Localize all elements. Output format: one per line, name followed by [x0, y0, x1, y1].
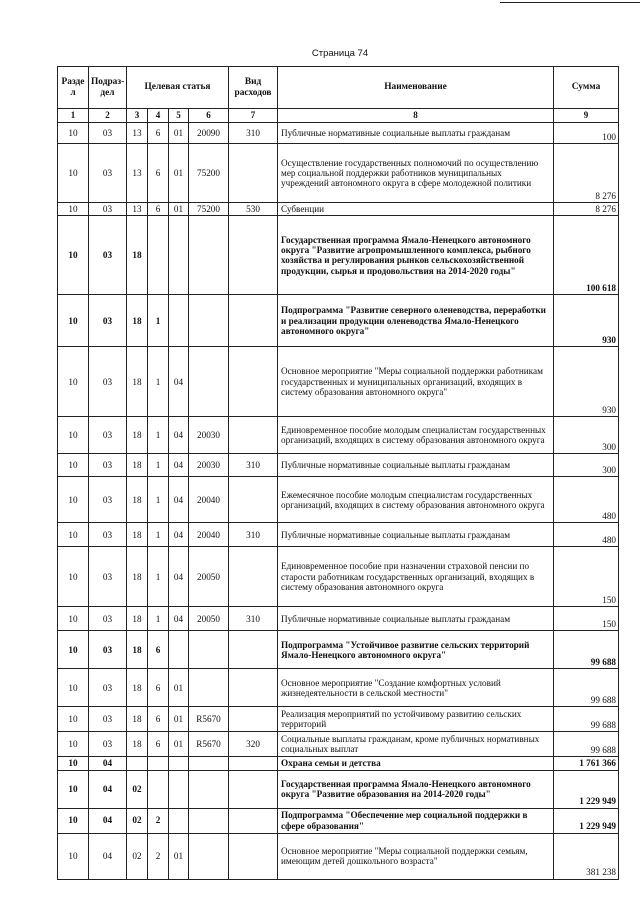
code-cell-c1: 10 [58, 631, 89, 669]
name-cell: Публичные нормативные социальные выплаты гражданам [278, 523, 554, 547]
code-cell-c4: 1 [148, 295, 169, 347]
code-cell-c7: 320 [229, 732, 278, 757]
code-cell-c3: 18 [127, 347, 148, 417]
code-cell-c5: 04 [169, 417, 189, 454]
code-cell-c3: 13 [127, 203, 148, 216]
sum-cell: 480 [554, 523, 619, 547]
header-razdel: Разде л [58, 67, 89, 109]
code-cell-c3: 02 [127, 770, 148, 808]
table-row [58, 417, 619, 454]
sum-cell: 300 [554, 454, 619, 477]
name-cell: Публичные нормативные социальные выплаты гражданам [278, 454, 554, 477]
sum-cell: 100 618 [554, 216, 619, 295]
code-cell-c1: 10 [58, 144, 89, 203]
code-cell-c7 [229, 757, 278, 770]
name-cell: Единовременное пособие молодым специалистам государственных организаций, входящих в систему образования автономного округа [278, 417, 554, 454]
table-row [58, 631, 619, 669]
code-cell-c4: 2 [148, 833, 169, 879]
table-row [58, 477, 619, 523]
code-cell-c1: 10 [58, 770, 89, 808]
code-cell-c6: 20030 [189, 417, 229, 454]
sum-cell: 300 [554, 417, 619, 454]
sum-cell: 150 [554, 607, 619, 631]
name-cell: Публичные нормативные социальные выплаты гражданам [278, 607, 554, 631]
code-cell-c5: 01 [169, 707, 189, 732]
code-cell-c5 [169, 757, 189, 770]
code-cell-c6: 20040 [189, 477, 229, 523]
table-row [58, 144, 619, 203]
colnum: 4 [148, 109, 169, 123]
table-row [58, 547, 619, 607]
code-cell-c1: 10 [58, 707, 89, 732]
code-cell-c4: 1 [148, 607, 169, 631]
code-cell-c6: 20050 [189, 607, 229, 631]
table-row [58, 295, 619, 347]
code-cell-c6 [189, 216, 229, 295]
budget-table [57, 66, 619, 880]
code-cell-c5 [169, 770, 189, 808]
sum-cell: 99 688 [554, 707, 619, 732]
code-cell-c3: 18 [127, 295, 148, 347]
code-cell-c6: 20090 [189, 123, 229, 144]
sum-cell: 8 276 [554, 144, 619, 203]
code-cell-c2: 03 [89, 631, 127, 669]
code-cell-c2: 03 [89, 144, 127, 203]
code-cell-c7 [229, 808, 278, 833]
code-cell-c7: 530 [229, 203, 278, 216]
code-cell-c6 [189, 757, 229, 770]
code-cell-c7 [229, 833, 278, 879]
code-cell-c3: 02 [127, 833, 148, 879]
code-cell-c2: 03 [89, 707, 127, 732]
colnum: 7 [229, 109, 278, 123]
sum-cell: 480 [554, 477, 619, 523]
code-cell-c5: 01 [169, 144, 189, 203]
table-row [58, 607, 619, 631]
code-cell-c6: 20050 [189, 547, 229, 607]
code-cell-c5: 01 [169, 123, 189, 144]
code-cell-c2: 03 [89, 203, 127, 216]
code-cell-c1: 10 [58, 123, 89, 144]
code-cell-c4 [148, 770, 169, 808]
code-cell-c3: 13 [127, 144, 148, 203]
code-cell-c6 [189, 347, 229, 417]
code-cell-c7 [229, 477, 278, 523]
code-cell-c2: 03 [89, 607, 127, 631]
code-cell-c3: 13 [127, 123, 148, 144]
code-cell-c6 [189, 833, 229, 879]
colnum: 9 [554, 109, 619, 123]
code-cell-c5 [169, 216, 189, 295]
header-celevaya: Целевая статья [127, 67, 229, 109]
code-cell-c1: 10 [58, 347, 89, 417]
code-cell-c4: 2 [148, 808, 169, 833]
header-vid: Вид расходов [229, 67, 278, 109]
code-cell-c7: 310 [229, 454, 278, 477]
table-row [58, 833, 619, 879]
code-cell-c7 [229, 547, 278, 607]
code-cell-c1: 10 [58, 417, 89, 454]
code-cell-c7 [229, 770, 278, 808]
sum-cell: 100 [554, 123, 619, 144]
code-cell-c1: 10 [58, 607, 89, 631]
sum-cell: 1 229 949 [554, 770, 619, 808]
name-cell: Основное мероприятие "Меры социальной поддержки семьям, имеющим детей дошкольного возраста" [278, 833, 554, 879]
code-cell-c4: 1 [148, 454, 169, 477]
colnum: 6 [189, 109, 229, 123]
name-cell: Основное мероприятие "Создание комфортных условий жизнедеятельности в сельской местности" [278, 669, 554, 707]
code-cell-c5: 04 [169, 523, 189, 547]
code-cell-c6 [189, 295, 229, 347]
colnum: 3 [127, 109, 148, 123]
code-cell-c2: 03 [89, 547, 127, 607]
code-cell-c5: 04 [169, 477, 189, 523]
code-cell-c2: 04 [89, 770, 127, 808]
code-cell-c1: 10 [58, 295, 89, 347]
table-row [58, 757, 619, 770]
code-cell-c4: 1 [148, 477, 169, 523]
code-cell-c4: 6 [148, 144, 169, 203]
name-cell: Субвенции [278, 203, 554, 216]
code-cell-c5: 04 [169, 454, 189, 477]
code-cell-c5: 01 [169, 669, 189, 707]
table-row [58, 123, 619, 144]
code-cell-c4: 6 [148, 123, 169, 144]
code-cell-c4 [148, 757, 169, 770]
code-cell-c2: 03 [89, 523, 127, 547]
sum-cell: 1 761 366 [554, 757, 619, 770]
code-cell-c7: 310 [229, 523, 278, 547]
code-cell-c7 [229, 669, 278, 707]
code-cell-c6 [189, 808, 229, 833]
name-cell: Основное мероприятие "Меры социальной поддержки работникам государственных и муниципальных организаций, входящих в систему образования автономного округа" [278, 347, 554, 417]
table-row [58, 203, 619, 216]
code-cell-c1: 10 [58, 216, 89, 295]
table-body [58, 123, 619, 880]
code-cell-c1: 10 [58, 757, 89, 770]
sum-cell: 150 [554, 547, 619, 607]
code-cell-c1: 10 [58, 669, 89, 707]
code-cell-c1: 10 [58, 203, 89, 216]
name-cell: Реализация мероприятий по устойчивому развитию сельских территорий [278, 707, 554, 732]
code-cell-c5: 04 [169, 607, 189, 631]
code-cell-c6: 75200 [189, 144, 229, 203]
code-cell-c2: 03 [89, 732, 127, 757]
code-cell-c3: 18 [127, 631, 148, 669]
code-cell-c7: 310 [229, 123, 278, 144]
code-cell-c6 [189, 770, 229, 808]
code-cell-c2: 03 [89, 454, 127, 477]
sum-cell: 930 [554, 347, 619, 417]
code-cell-c4: 1 [148, 547, 169, 607]
code-cell-c1: 10 [58, 477, 89, 523]
code-cell-c4: 1 [148, 523, 169, 547]
code-cell-c7 [229, 347, 278, 417]
code-cell-c4: 6 [148, 203, 169, 216]
code-cell-c5 [169, 808, 189, 833]
code-cell-c7 [229, 417, 278, 454]
code-cell-c1: 10 [58, 732, 89, 757]
code-cell-c4: 6 [148, 631, 169, 669]
code-cell-c7: 310 [229, 607, 278, 631]
name-cell: Ежемесячное пособие молодым специалистам государственных организаций, входящих в систему образования автономного округа [278, 477, 554, 523]
code-cell-c6: 20030 [189, 454, 229, 477]
code-cell-c2: 03 [89, 347, 127, 417]
colnum: 1 [58, 109, 89, 123]
name-cell: Государственная программа Ямало-Ненецкого автономного округа "Развитие образования на 2014-2020 годы" [278, 770, 554, 808]
name-cell: Охрана семьи и детства [278, 757, 554, 770]
sum-cell: 99 688 [554, 732, 619, 757]
sum-cell: 381 238 [554, 833, 619, 879]
code-cell-c5: 04 [169, 547, 189, 607]
name-cell: Единовременное пособие при назначении страховой пенсии по старости работникам государственных организаций, входящих в систему образования автономного округа [278, 547, 554, 607]
code-cell-c2: 03 [89, 669, 127, 707]
table-row [58, 216, 619, 295]
table-row [58, 732, 619, 757]
code-cell-c3: 18 [127, 454, 148, 477]
name-cell: Осуществление государственных полномочий по осуществлению мер социальной поддержки работников муниципальных учреждений автономного округа в сфере молодежной политики [278, 144, 554, 203]
colnum: 2 [89, 109, 127, 123]
code-cell-c4 [148, 216, 169, 295]
code-cell-c3: 18 [127, 477, 148, 523]
name-cell: Публичные нормативные социальные выплаты гражданам [278, 123, 554, 144]
code-cell-c6: R5670 [189, 707, 229, 732]
code-cell-c3: 18 [127, 417, 148, 454]
header-name: Наименование [278, 67, 554, 109]
code-cell-c5: 01 [169, 203, 189, 216]
sum-cell: 99 688 [554, 669, 619, 707]
table-row [58, 454, 619, 477]
name-cell: Подпрограмма "Развитие северного оленеводства, переработки и реализации продукции оленеводства Ямало-Ненецкого автономного округа" [278, 295, 554, 347]
table-row [58, 770, 619, 808]
code-cell-c1: 10 [58, 523, 89, 547]
code-cell-c6 [189, 631, 229, 669]
code-cell-c7 [229, 707, 278, 732]
code-cell-c3: 18 [127, 732, 148, 757]
code-cell-c2: 03 [89, 477, 127, 523]
code-cell-c1: 10 [58, 833, 89, 879]
code-cell-c5: 01 [169, 833, 189, 879]
code-cell-c2: 03 [89, 216, 127, 295]
page-label: Страница 74 [311, 48, 369, 59]
colnum: 5 [169, 109, 189, 123]
code-cell-c6: 75200 [189, 203, 229, 216]
sum-cell: 1 229 949 [554, 808, 619, 833]
code-cell-c5: 01 [169, 732, 189, 757]
code-cell-c4: 1 [148, 347, 169, 417]
code-cell-c7 [229, 216, 278, 295]
code-cell-c1: 10 [58, 547, 89, 607]
code-cell-c1: 10 [58, 454, 89, 477]
colnum: 8 [278, 109, 554, 123]
code-cell-c2: 04 [89, 833, 127, 879]
code-cell-c4: 6 [148, 707, 169, 732]
code-cell-c7 [229, 144, 278, 203]
code-cell-c2: 03 [89, 123, 127, 144]
code-cell-c3: 18 [127, 607, 148, 631]
code-cell-c2: 04 [89, 808, 127, 833]
code-cell-c7 [229, 295, 278, 347]
code-cell-c3: 18 [127, 523, 148, 547]
table-row [58, 523, 619, 547]
code-cell-c6: R5670 [189, 732, 229, 757]
table-row [58, 808, 619, 833]
name-cell: Социальные выплаты гражданам, кроме публичных нормативных социальных выплат [278, 732, 554, 757]
code-cell-c2: 03 [89, 417, 127, 454]
sum-cell: 99 688 [554, 631, 619, 669]
name-cell: Подпрограмма "Устойчивое развитие сельских территорий Ямало-Ненецкого автономного округа" [278, 631, 554, 669]
top-rule [500, 2, 640, 3]
code-cell-c3: 18 [127, 707, 148, 732]
code-cell-c4: 6 [148, 669, 169, 707]
code-cell-c2: 04 [89, 757, 127, 770]
code-cell-c7 [229, 631, 278, 669]
name-cell: Подпрограмма "Обеспечение мер социальной поддержки в сфере образования" [278, 808, 554, 833]
code-cell-c3 [127, 757, 148, 770]
name-cell: Государственная программа Ямало-Ненецкого автономного округа "Развитие агропромышленного комплекса, рыбного хозяйства и регулирования рынков сельскохозяйственной продукции, сырья и продовольствия на 2014-2020 годы" [278, 216, 554, 295]
table-row [58, 347, 619, 417]
table-row [58, 669, 619, 707]
sum-cell: 930 [554, 295, 619, 347]
code-cell-c2: 03 [89, 295, 127, 347]
code-cell-c3: 18 [127, 547, 148, 607]
header-podrazdel: Подраз- дел [89, 67, 127, 109]
code-cell-c5 [169, 631, 189, 669]
code-cell-c4: 6 [148, 732, 169, 757]
code-cell-c5 [169, 295, 189, 347]
code-cell-c4: 1 [148, 417, 169, 454]
code-cell-c3: 18 [127, 669, 148, 707]
code-cell-c1: 10 [58, 808, 89, 833]
sum-cell: 8 276 [554, 203, 619, 216]
table-row [58, 707, 619, 732]
code-cell-c5: 04 [169, 347, 189, 417]
header-sum: Сумма [554, 67, 619, 109]
code-cell-c3: 02 [127, 808, 148, 833]
code-cell-c3: 18 [127, 216, 148, 295]
code-cell-c6: 20040 [189, 523, 229, 547]
code-cell-c6 [189, 669, 229, 707]
